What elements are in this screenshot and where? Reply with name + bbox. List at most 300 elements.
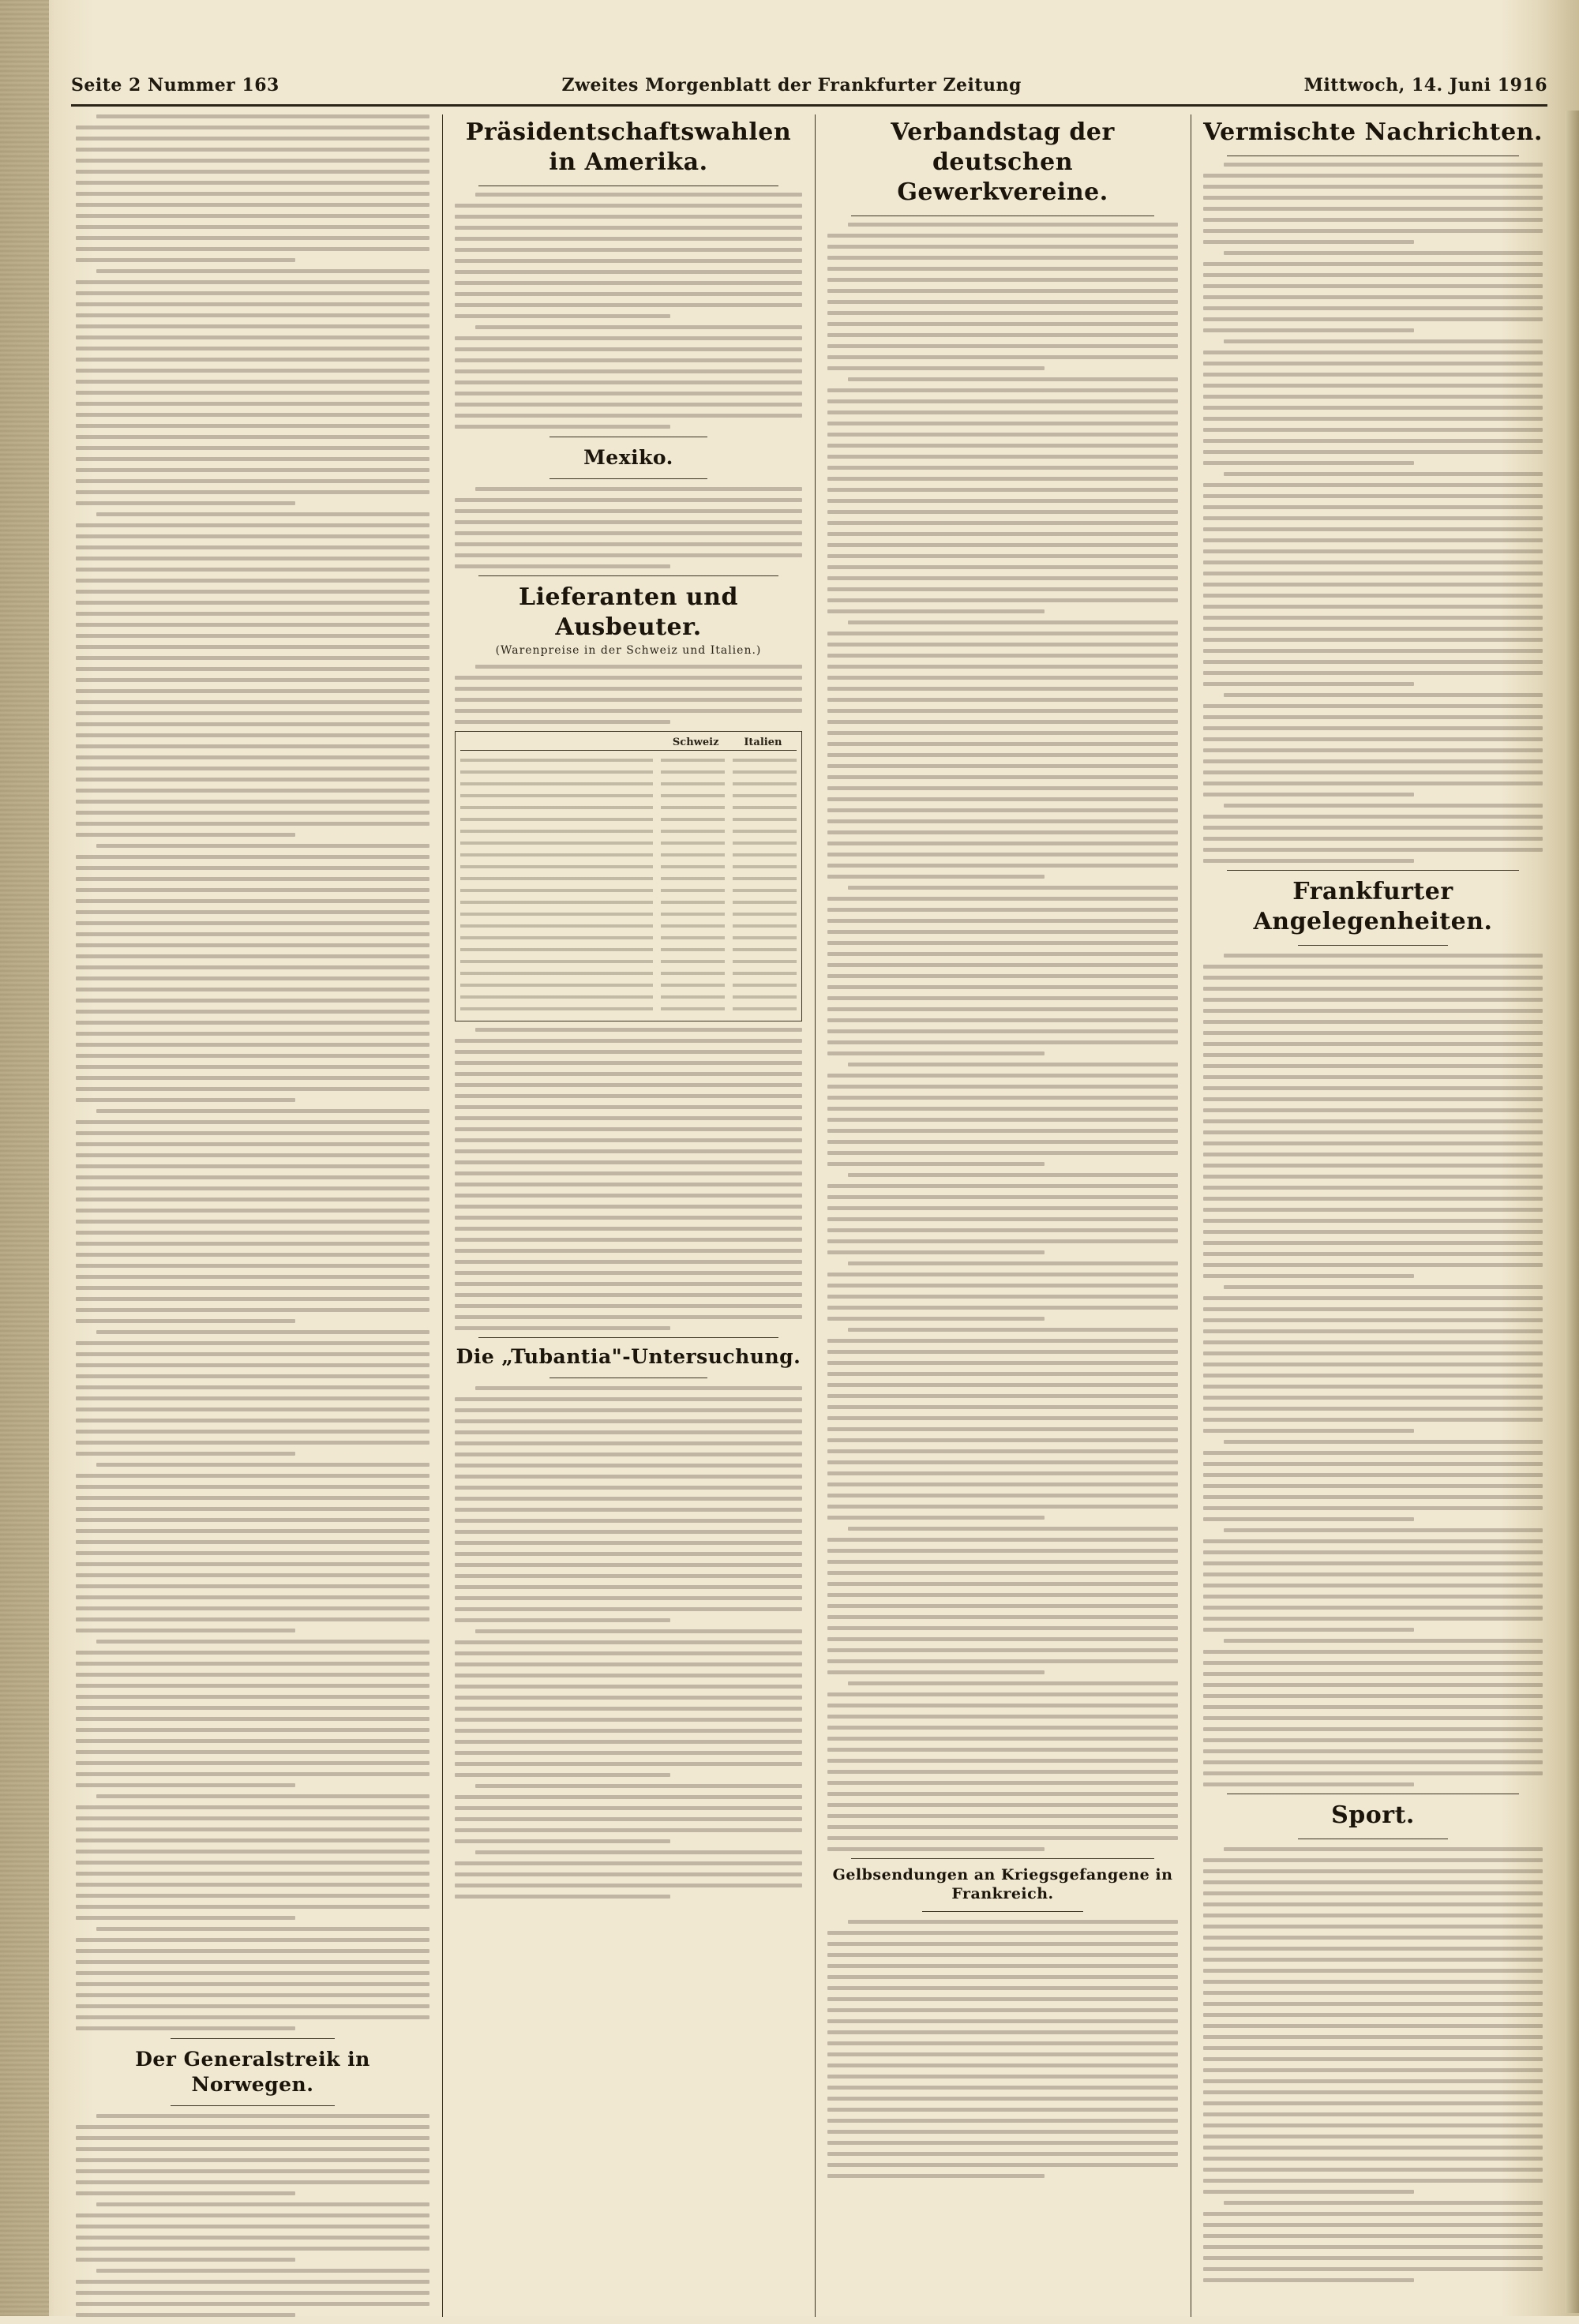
text-line [76,1341,429,1345]
text-line [76,678,429,682]
text-line [1224,1440,1543,1444]
table-cell [733,782,797,785]
text-line [827,1394,1178,1398]
text-line [455,259,802,263]
table-cell [661,794,725,797]
text-line [827,1416,1178,1420]
text-line [827,2008,1178,2012]
table-cell [733,770,797,774]
text-line [1203,1539,1543,1543]
text-line [455,1651,802,1655]
text-line [1203,1572,1543,1576]
text-line [76,1816,429,1820]
text-line [827,1273,1178,1276]
text-line [827,1637,1178,1641]
text-line [475,1629,802,1633]
text-line [827,245,1178,249]
text-line [76,347,429,350]
text-line [455,1326,670,1330]
article-body [455,1386,802,1899]
text-line [76,1352,429,1356]
text-line [827,1505,1178,1509]
table-cell [460,948,653,951]
text-line [1203,1064,1543,1068]
text-line [827,2019,1178,2023]
article-body [455,1028,802,1330]
text-line [96,1794,429,1798]
text-line [1203,2046,1543,2050]
table-row [460,838,797,845]
text-line [76,1496,429,1500]
text-line [76,1175,429,1179]
text-line [1203,976,1543,980]
text-line [1203,1958,1543,1962]
text-line [827,996,1178,1000]
text-line [76,1032,429,1036]
text-line [1203,616,1543,620]
text-line [76,2302,429,2306]
text-line [1203,848,1543,852]
text-line [76,1142,429,1146]
divider [478,1337,778,1338]
text-line [76,822,429,826]
table-row [460,767,797,774]
text-line [455,1519,802,1523]
text-line [455,1895,670,1899]
text-line [1203,1980,1543,1984]
text-line [827,1704,1178,1707]
text-line [1203,748,1543,752]
table-cell [661,913,725,916]
text-line [76,1772,429,1776]
text-line [827,2075,1178,2078]
text-line [1203,1252,1543,1256]
text-line [76,2136,429,2140]
text-line [76,1905,429,1909]
text-line [827,1997,1178,2001]
text-line [848,377,1178,381]
table-cell [733,842,797,845]
text-line [96,1640,429,1644]
text-line [455,1640,802,1644]
text-line [1224,693,1543,697]
text-line [827,2141,1178,2145]
text-line [455,1452,802,1456]
text-line [455,1072,802,1076]
text-line [455,1541,802,1545]
text-line [455,553,802,557]
table-cell [733,830,797,833]
column-2 [455,114,802,1906]
article-body [455,193,802,429]
table-row [460,992,797,999]
text-line [1203,1153,1543,1156]
text-line [455,1116,802,1120]
table-row [460,779,797,785]
text-line [455,1806,802,1810]
text-line [455,237,802,241]
text-line [827,1759,1178,1763]
text-line [76,291,429,295]
text-line [455,1872,802,1876]
table-row [460,945,797,951]
text-line [455,1740,802,1744]
text-line [455,542,802,546]
table-cell [733,865,797,868]
text-line [1203,1263,1543,1267]
table-row [460,755,797,762]
table-cell [460,1007,653,1010]
text-line [848,1173,1178,1177]
text-line [455,520,802,524]
text-line [76,1695,429,1699]
text-line [827,311,1178,315]
text-line [76,1739,429,1743]
text-line [455,1397,802,1401]
text-line [455,1751,802,1755]
text-line [1203,560,1543,564]
text-line [1203,1075,1543,1079]
bound-page-edge [0,0,49,2316]
text-line [827,853,1178,857]
table-cell [661,865,725,868]
text-line [455,215,802,219]
text-line [827,2163,1178,2167]
text-line [76,2169,429,2173]
text-line [827,234,1178,238]
table-cell [661,877,725,880]
text-line [455,1861,802,1865]
text-line [827,433,1178,437]
text-line [76,954,429,958]
text-line [1203,2112,1543,2116]
text-line [1203,2013,1543,2017]
text-line [1203,1473,1543,1477]
text-line [96,2202,429,2206]
text-line [827,1726,1178,1730]
column-4 [1203,114,1543,2289]
text-line [1203,1936,1543,1940]
text-line [76,866,429,870]
table-cell [661,960,725,963]
text-line [1203,1363,1543,1366]
table-row [460,850,797,857]
text-line [76,634,429,638]
text-line [1203,1782,1414,1786]
text-line [455,1795,802,1799]
text-line [455,1729,802,1733]
text-line [455,1618,670,1622]
table-cell [460,794,653,797]
text-line [827,1007,1178,1011]
text-line [1203,1914,1543,1917]
text-line [1203,317,1543,321]
text-line [76,181,429,185]
text-line [76,490,429,494]
text-line [827,1847,1045,1851]
text-line [76,965,429,969]
text-line [1203,1296,1543,1300]
text-line [76,1363,429,1367]
text-line [1203,737,1543,741]
text-line [76,1684,429,1688]
text-line [455,1050,802,1054]
text-line [827,1814,1178,1818]
text-line [1203,1130,1543,1134]
text-line [455,1160,802,1164]
table-cell [661,818,725,821]
text-line [76,1717,429,1721]
text-line [827,1383,1178,1387]
article-body [1203,1847,1543,2282]
table-cell [460,924,653,928]
table-cell [661,1007,725,1010]
text-line [827,2174,1045,2178]
text-line [76,468,429,472]
text-line [1203,1947,1543,1951]
text-line [455,1205,802,1209]
text-line [1203,306,1543,310]
text-line [827,366,1045,370]
table-head-cell [460,737,662,748]
text-line [76,1894,429,1898]
text-line [1224,1285,1543,1289]
table-row [460,969,797,975]
text-line [827,565,1178,569]
text-line [475,1850,802,1854]
text-line [76,1286,429,1290]
text-line [827,830,1178,834]
text-line [827,908,1178,912]
text-line [1203,1351,1543,1355]
text-line [1203,583,1543,587]
text-line [455,1419,802,1423]
text-line [1203,594,1543,598]
text-line [827,930,1178,934]
text-line [1203,2079,1543,2083]
header-date: Mittwoch, 14. Juni 1916 [1303,75,1547,96]
text-line [455,380,802,384]
text-line [1203,1925,1543,1929]
text-line [76,711,429,715]
text-line [76,1396,429,1400]
text-line [1203,998,1543,1002]
table-row [460,898,797,904]
text-line [1203,2135,1543,2138]
text-line [1203,549,1543,553]
text-line [827,1626,1178,1630]
text-line [827,1217,1178,1221]
text-line [1203,185,1543,189]
text-line [1224,2201,1543,2205]
text-line [1203,2256,1543,2260]
text-line [827,1792,1178,1796]
text-line [827,764,1178,768]
text-line [76,1706,429,1710]
text-line [455,1718,802,1722]
text-line [1203,406,1543,410]
text-line [1203,987,1543,991]
table-row [460,921,797,928]
text-line [76,1220,429,1224]
text-line [827,1836,1178,1840]
text-line [1203,273,1543,277]
text-line [1203,328,1414,332]
text-line [455,248,802,252]
text-line [76,943,429,947]
text-line [827,1692,1178,1696]
text-line [1203,1595,1543,1599]
text-line [76,1938,429,1942]
text-line [1203,1186,1543,1190]
text-line [1203,1164,1543,1168]
text-line [827,632,1178,635]
text-line [1203,439,1543,443]
text-line [827,576,1178,580]
text-line [76,1993,429,1997]
text-line [1203,1749,1543,1753]
text-line [76,656,429,660]
text-line [827,587,1178,591]
text-line [76,1419,429,1423]
text-line [76,380,429,384]
table-cell [460,972,653,975]
text-line [76,1518,429,1522]
text-line [1203,1208,1543,1212]
text-line [475,193,802,197]
column-1 [76,114,429,2324]
text-line [455,314,670,318]
table-cell [661,984,725,987]
text-line [827,543,1178,547]
text-line [76,335,429,339]
table-cell [661,972,725,975]
article-body [1203,954,1543,1786]
text-line [76,159,429,163]
text-line [1203,1009,1543,1013]
column-rule-2 [815,114,816,2317]
text-line [1203,1462,1543,1466]
text-line [1203,1891,1543,1895]
text-line [827,1964,1178,1968]
text-line [1203,2002,1543,2006]
text-line [76,1264,429,1268]
text-line [455,1293,802,1297]
text-line [455,1441,802,1445]
text-line [455,1762,802,1766]
text-line [827,1339,1178,1343]
text-line [1203,1329,1543,1333]
table-row [460,980,797,987]
text-line [827,2063,1178,2067]
text-line [1203,1396,1543,1400]
table-row [460,909,797,916]
text-line [827,753,1178,757]
text-line [76,369,429,373]
text-line [1203,2168,1543,2172]
text-line [76,1209,429,1213]
text-line [455,1227,802,1231]
header-page-number: Seite 2 Nummer 163 [71,75,279,96]
text-line [827,1206,1178,1210]
text-line [76,501,295,505]
text-line [455,1662,802,1666]
text-line [1203,1506,1543,1510]
text-line [76,2015,429,2019]
table-row [460,791,797,797]
text-line [827,510,1178,514]
table-head-cell: Schweiz [672,737,719,748]
text-line [827,410,1178,414]
text-line [96,2114,429,2118]
header-masthead: Zweites Morgenblatt der Frankfurter Zeitung [561,75,1022,96]
text-line [455,1607,802,1611]
table-row [460,933,797,939]
text-line [1203,362,1543,365]
table-cell [460,782,653,785]
text-line [1203,2101,1543,2105]
text-line [1203,1119,1543,1123]
table-cell [733,948,797,951]
text-line [455,369,802,373]
text-line [827,1931,1178,1935]
text-line [76,424,429,428]
text-line [455,347,802,351]
text-line [76,1662,429,1666]
table-cell [460,770,653,774]
text-line [76,2147,429,2151]
text-line [848,1261,1178,1265]
text-line [1203,649,1543,653]
text-line [1203,1869,1543,1873]
divider [922,1911,1083,1912]
text-line [76,623,429,627]
text-line [1203,207,1543,211]
text-line [827,333,1178,337]
text-line [76,2158,429,2162]
text-line [76,1231,429,1235]
text-line [76,2191,295,2195]
text-line [1203,1584,1543,1587]
text-line [827,1118,1178,1122]
table-cell [733,853,797,857]
text-line [848,1681,1178,1685]
text-line [1203,826,1543,830]
text-line [76,1839,429,1842]
text-line [1203,2035,1543,2039]
text-line [1203,1429,1414,1433]
text-line [1203,815,1543,819]
text-line [827,488,1178,492]
text-line [827,1549,1178,1553]
price-table [455,731,802,1021]
text-line [76,435,429,439]
text-line [1203,1374,1543,1378]
text-line [827,775,1178,779]
text-line [1203,605,1543,609]
text-line [1203,2212,1543,2216]
article-body [455,487,802,568]
header-rule [71,104,1547,107]
text-line [76,988,429,991]
text-line [455,1315,802,1319]
table-cell [460,759,653,762]
text-line [1203,2146,1543,2150]
text-line [76,302,429,306]
text-line [827,875,1045,879]
text-line [827,654,1178,658]
text-line [455,1304,802,1308]
